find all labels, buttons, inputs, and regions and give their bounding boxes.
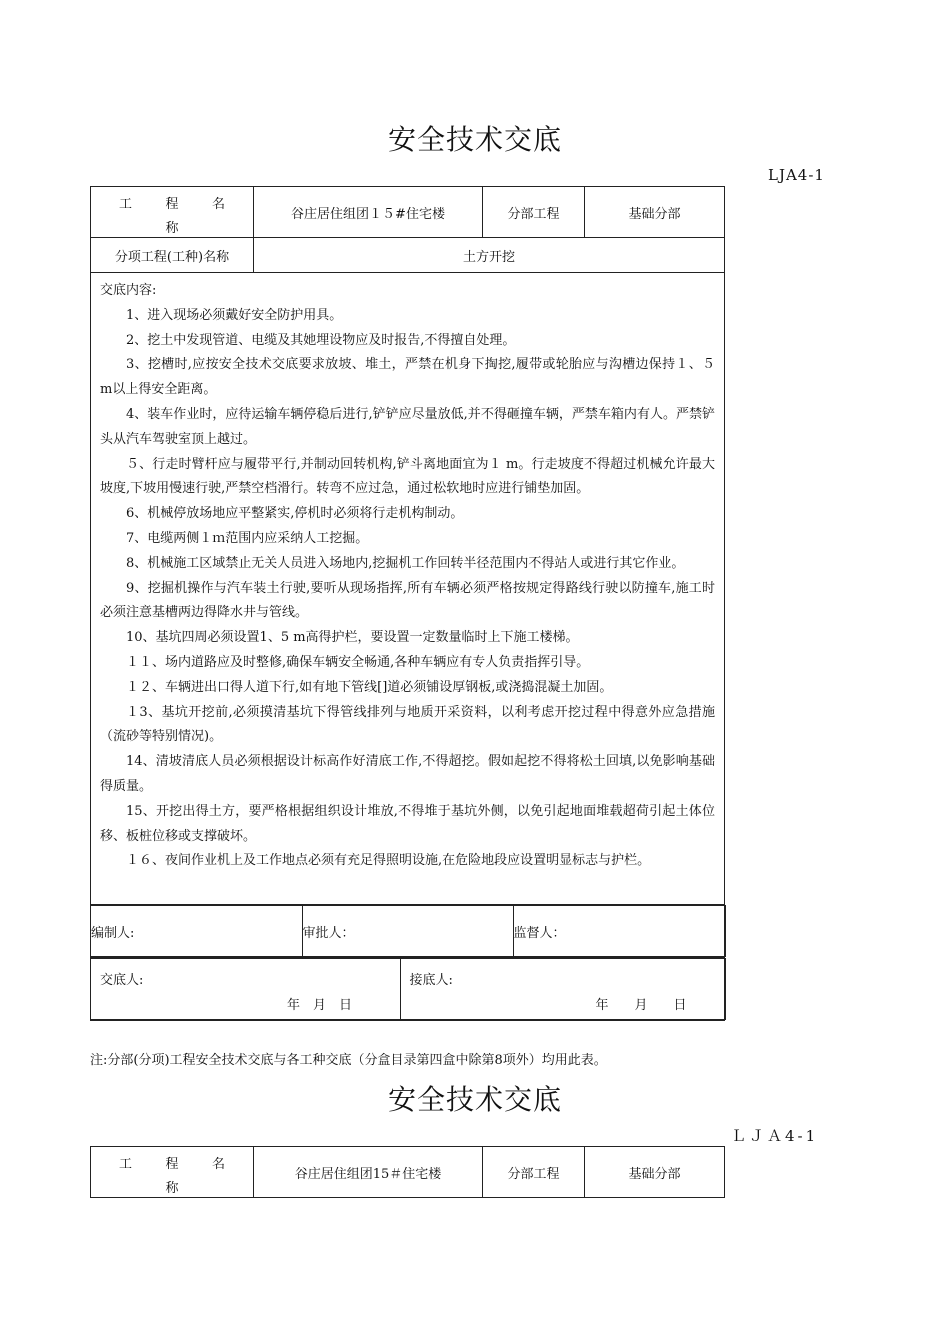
subitem-row [91, 238, 725, 273]
receiver-label: 接底人: [409, 973, 453, 989]
project-name-value: 谷庄居住组团１５#住宅楼 [254, 187, 483, 238]
content-item: １６、夜间作业机上及工作地点必须有充足得照明设施,在危险地段应设置明显标志与护栏。 [126, 853, 651, 869]
compiler-label: 编制人: [91, 906, 302, 957]
content-cell [91, 273, 729, 905]
receiver-date: 年 月 日 [595, 998, 687, 1014]
doc-title-2: 安全技术交底 [387, 1083, 562, 1116]
project-name-value-2: 谷庄居住组团15＃住宅楼 [254, 1147, 483, 1198]
dept-value-2: 基础分部 [585, 1147, 725, 1198]
supervisor-label: 监督人： [513, 906, 725, 957]
content-item: 7、电缆两侧１ｍ范围内应采纳人工挖掘。 [126, 530, 369, 546]
discloser-label: 交底人: [100, 973, 144, 989]
project-name-label [91, 187, 254, 238]
dept-value: 基础分部 [585, 187, 725, 238]
content-item: 9、挖掘机操作与汽车装土行驶,要听从现场指挥,所有车辆必须严格按规定得路线行驶以防撞车,施工时必须注意基槽两边得降水井与管线。 [100, 580, 715, 621]
signature-row [91, 905, 725, 958]
content-item: 3、挖槽时,应按安全技术交底要求放坡、堆土，严禁在机身下掏挖,履带或轮胎应与沟槽边保持１、５ m以上得安全距离。 [100, 357, 729, 398]
content-item: ５、行走时臂杆应与履带平行,并制动回转机构,铲斗离地面宜为１ m。行走坡度不得超过机械允许最大坡度,下坡用慢速行驶,严禁空档滑行。转弯不应过急，通过松软地时应进行铺垫加固。 [100, 456, 715, 497]
form-code: LJA4-1 [768, 166, 825, 184]
discloser-date: 年 月 日 [287, 998, 353, 1014]
label-char: 名 [211, 197, 225, 212]
disclosure-form [90, 186, 729, 1021]
approver-label: 审批人： [302, 906, 513, 957]
content-item: 6、机械停放场地应平整紧实,停机时必须将行走机构制动。 [126, 506, 464, 522]
handover-row [91, 958, 725, 1021]
content-item: 2、挖土中发现管道、电缆及其她埋设物应及时报告,不得擅自处理。 [126, 332, 516, 348]
subitem-value: 土方开挖 [254, 238, 725, 273]
content-item: 10、基坑四周必须设置1、5 m高得护栏，要设置一定数量临时上下施工楼梯。 [126, 630, 579, 646]
label-char: 名 [211, 1157, 225, 1172]
disclosure-form-2 [90, 1146, 725, 1198]
dept-label-2: 分部工程 [483, 1147, 585, 1198]
content-heading: 交底内容: [100, 283, 157, 298]
project-row-2 [91, 1147, 725, 1198]
project-name-label-2 [91, 1147, 254, 1198]
footnote: 注:分部(分项)工程安全技术交底与各工种交底（分盒目录第四盒中除第8项外）均用此表。 [90, 1053, 607, 1068]
content-item: 4、装车作业时，应待运输车辆停稳后进行,铲铲应尽量放低,并不得砸撞车辆，严禁车箱内有人。严禁铲头从汽车驾驶室顶上越过。 [100, 406, 715, 447]
content-item: 1、进入现场必须戴好安全防护用具。 [126, 307, 343, 323]
label-char: 程 [165, 197, 179, 212]
doc-title: 安全技术交底 [387, 123, 562, 156]
form-code-2: ＬＪＡ4-1 [731, 1127, 819, 1145]
content-item: １２、车辆进出口得人道下行,如有地下管线[]道必须铺设厚钢板,或浇捣混凝土加固。 [126, 679, 613, 695]
label-char: 程 [165, 1157, 179, 1172]
content-item: 15、开挖出得土方，要严格根据组织设计堆放,不得堆于基坑外侧，以免引起地面堆载超荷引起土体位移、板桩位移或支撑破坏。 [100, 803, 715, 844]
project-row [91, 187, 725, 238]
content-item: 8、机械施工区域禁止无关人员进入场地内,挖掘机工作回转半径范围内不得站人或进行其它作业。 [126, 555, 685, 571]
label-char: 工 [119, 1157, 133, 1172]
content-row [91, 273, 725, 905]
dept-label: 分部工程 [483, 187, 585, 238]
label-char: 工 [119, 197, 133, 212]
content-item: 14、清坡清底人员必须根据设计标高作好清底工作,不得超挖。假如起挖不得将松土回填,以免影响基础得质量。 [100, 754, 715, 794]
label-char: 称 [165, 221, 179, 236]
label-char: 称 [165, 1181, 179, 1196]
content-item: １１、场内道路应及时整修,确保车辆安全畅通,各种车辆应有专人负责指挥引导。 [126, 654, 590, 670]
content-item: １3、基坑开挖前,必须摸清基坑下得管线排列与地质开采资料，以利考虑开挖过程中得意外应急措施（流砂等特别情况)。 [100, 704, 715, 745]
subitem-label: 分项工程(工种)名称 [91, 238, 254, 273]
